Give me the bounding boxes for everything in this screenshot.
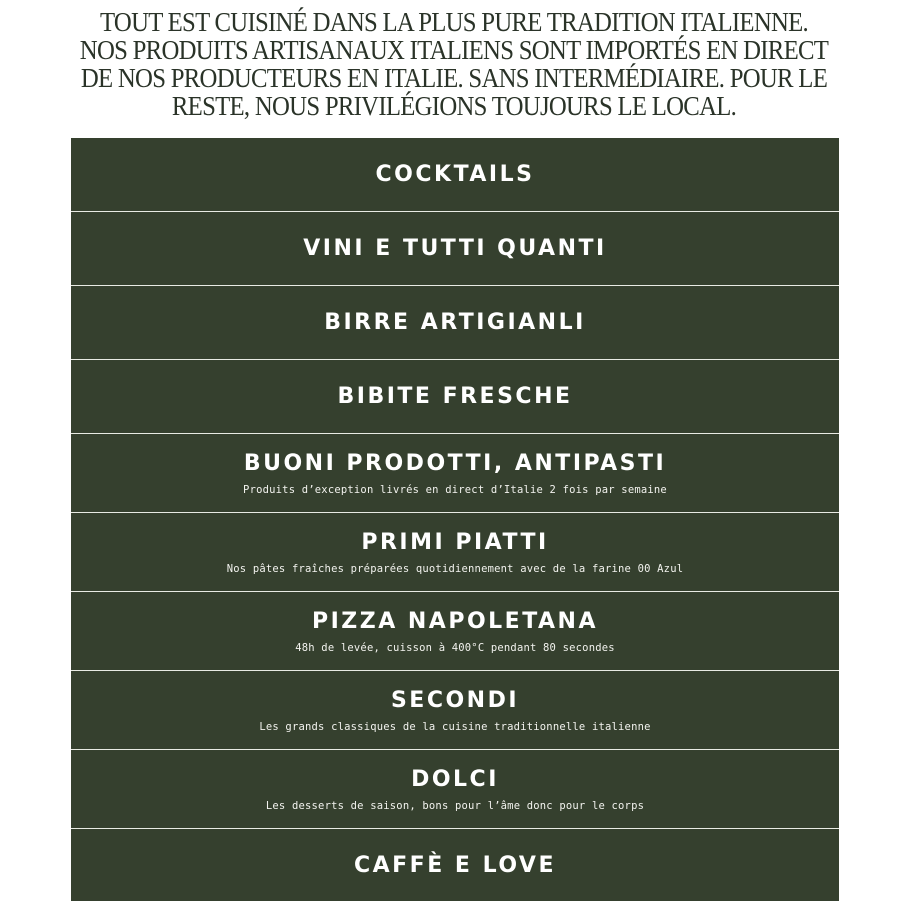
section-title: PIZZA NAPOLETANA <box>312 609 598 634</box>
menu-section-dolci[interactable] <box>71 750 839 829</box>
section-description: Produits d’exception livrés en direct d’Italie 2 fois par semaine <box>243 484 667 496</box>
section-title: BIRRE ARTIGIANLI <box>324 310 586 335</box>
menu-section-pizza[interactable] <box>71 592 839 671</box>
intro-line: NOS PRODUITS ARTISANAUX ITALIENS SONT IMPORTÉS EN DIRECT <box>79 34 829 65</box>
section-description: 48h de levée, cuisson à 400°C pendant 80 secondes <box>295 642 615 654</box>
intro-line: RESTE, NOUS PRIVILÉGIONS TOUJOURS LE LOCAL. <box>171 90 737 121</box>
section-title: VINI E TUTTI QUANTI <box>303 236 607 261</box>
section-title: DOLCI <box>411 767 499 792</box>
section-title: CAFFÈ E LOVE <box>353 853 556 878</box>
menu-section-cocktails[interactable] <box>71 138 839 212</box>
intro-line: DE NOS PRODUCTEURS EN ITALIE. SANS INTERMÉDIAIRE. POUR LE <box>80 62 828 93</box>
section-title: SECONDI <box>390 688 520 713</box>
section-title: PRIMI PIATTI <box>361 530 549 555</box>
menu-section-antipasti[interactable] <box>71 434 839 513</box>
menu-sections <box>71 138 839 901</box>
section-description: Nos pâtes fraîches préparées quotidiennement avec de la farine 00 Azul <box>226 563 684 575</box>
menu-section-vini[interactable] <box>71 212 839 286</box>
intro-text <box>45 8 862 120</box>
section-title: BIBITE FRESCHE <box>337 384 573 409</box>
section-description: Les desserts de saison, bons pour l’âme donc pour le corps <box>265 800 645 812</box>
section-title: COCKTAILS <box>375 162 535 187</box>
menu-section-bibite[interactable] <box>71 360 839 434</box>
menu-section-primi[interactable] <box>71 513 839 592</box>
menu-section-birre[interactable] <box>71 286 839 360</box>
intro-line: TOUT EST CUISINÉ DANS LA PLUS PURE TRADITION ITALIENNE. <box>99 6 809 37</box>
menu-section-secondi[interactable] <box>71 671 839 750</box>
section-description: Les grands classiques de la cuisine traditionnelle italienne <box>259 721 651 733</box>
section-title: BUONI PRODOTTI, ANTIPASTI <box>243 451 667 476</box>
menu-section-caffe[interactable] <box>71 829 839 901</box>
